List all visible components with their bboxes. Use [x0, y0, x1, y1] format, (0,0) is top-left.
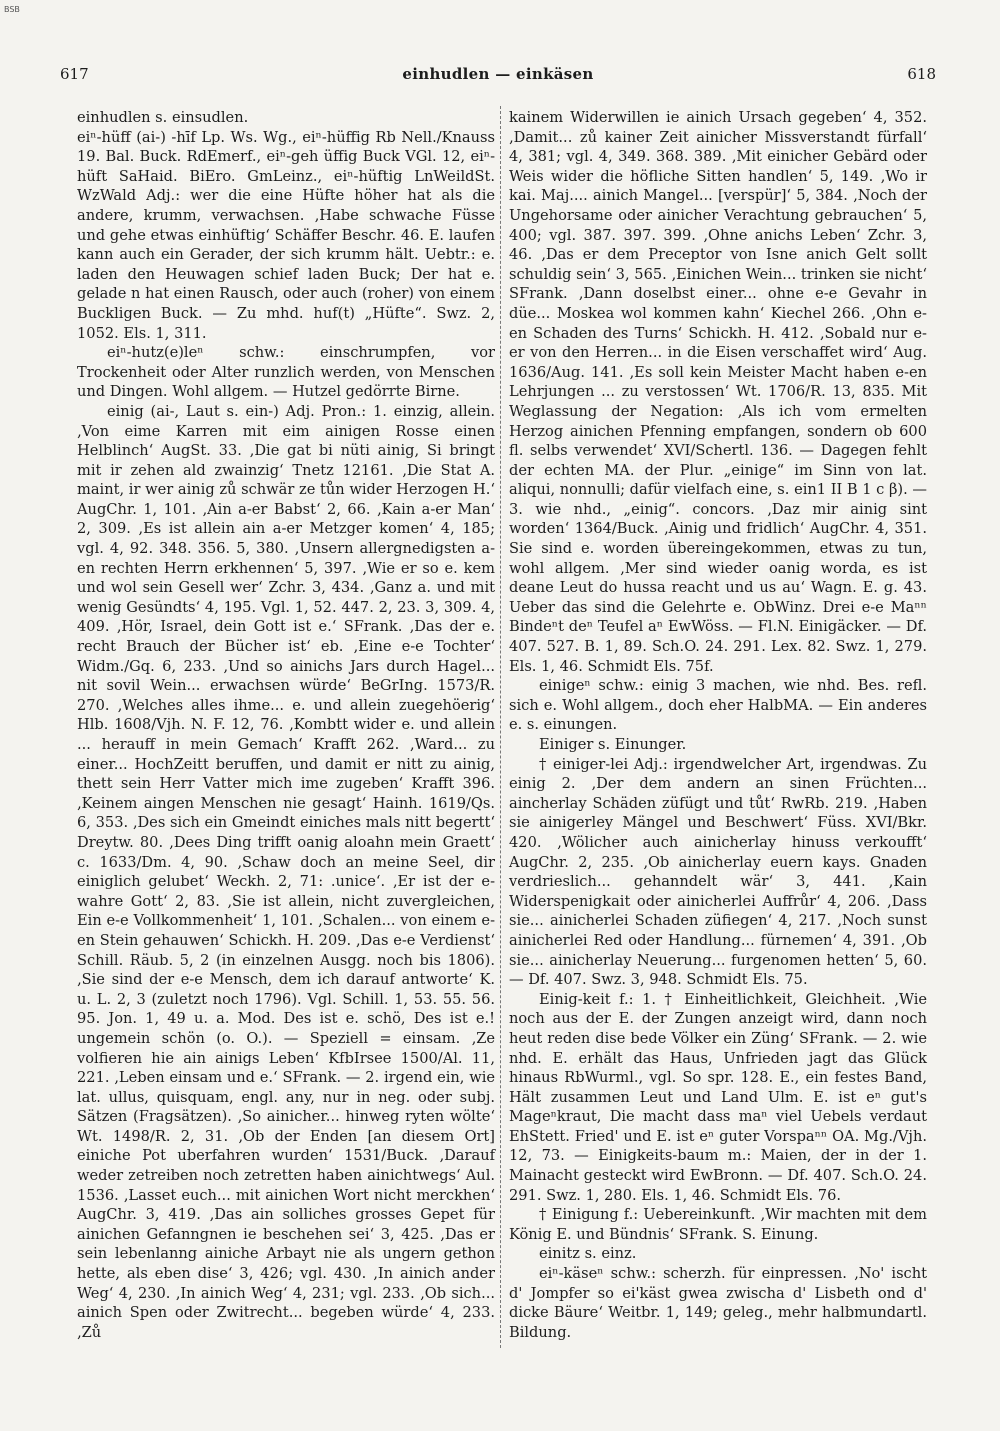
entry-einhudlen: einhudlen s. einsudlen.	[77, 109, 249, 126]
left-column	[77, 108, 495, 1342]
entry-einig: einig (ai-, Laut s. ein-) Adj. Pron.: 1. einzig, allein. ‚Von eime Karren mit eim ainigen Rosse einen Helblinch‘ AugSt. 33. ‚Die gat bi nüti ainig, Si bringt mit ir zehen ald zwainzig‘ Tnetz 12161. ‚Die Stat A. maint, ir wer ainig zů schwär ze tůn wider Herzogen H.‘ AugChr. 1, 101. ‚Ain a-er Babst‘ 2, 66. ‚Kain a-er Man‘ 2, 309. ‚Es ist allein ain a-er Metzger komen‘ 4, 185; vgl. 4, 92. 348. 356. 5, 380. ‚Unsern allergnedigsten a-en rechten Herrn erkhennen‘ 5, 397. ‚Wie er so e. kem und wol sein Gesell wer‘ Zchr. 3, 434. ‚Ganz a. und mit wenig Gesündts‘ 4, 195. Vgl. 1, 52. 447. 2, 23. 3, 309. 4, 409. ‚Hör, Israel, dein Gott ist e.‘ SFrank. ‚Das der e. recht Brauch der Bücher ist‘ eb. ‚Eine e-e Tochter‘ Widm./Gq. 6, 233. ‚Und so ainichs Jars durch Hagel... nit sovil Wein... erwachsen würde‘ BeGrIng. 1573/R. 270. ‚Welches alles ihme... e. und allein zuegehöerig‘ Hlb. 1608/Vjh. N. F. 12, 76. ‚Kombtt wider e. und allein ... herauff in mein Gemach‘ Krafft 262. ‚Ward... zu einer... HochZeitt beruffen, und damit er nitt zu ainig, thett sein Herr Vatter mich ime zugeben‘ Krafft 396. ‚Keinem aingen Menschen nie gesagt‘ Hainh. 1619/Qs. 6, 353. ‚Des sich ein Gmeindt einiches mals nitt begertt‘ Dreytw. 80. ‚Dees Ding trifft oanig aloahn mein Graett‘ c. 1633/Dm. 4, 90. ‚Schaw doch an meine Seel, dir einiglich gelubet‘ Weckh. 2, 71: .unice‘. ‚Er ist der e-wahre Gott‘ 2, 83. ‚Sie ist allein, nicht zuvergleichen, Ein e-e Vollkommenheit‘ 1, 101. ‚Schalen... von einem e-en Stein gehauwen‘ Schickh. H. 209. ‚Das e-e Verdienst‘ Schill. Räub. 5, 2 (in einzelnen Ausgg. noch bis 1806). ‚Sie sind der e-e Mensch, dem ich darauf antworte‘ K. u. L. 2, 3 (zuletzt noch 1796). Vgl. Schill. 1, 53. 55. 56. 95. Jon. 1, 49 u. a. Mod. Des ist e. schö, Des ist e.! ungemein schön (o. O.). — Speziell = einsam. ‚Ze volfieren hie ain ainigs Leben‘ KfbIrsee 1500/Al. 11, 221. ‚Leben einsam und e.‘ SFrank. — 2. irgend ein, wie lat. ullus, quisquam, engl. any, nur in neg. oder subj. Sätzen (Fragsätzen). ‚So ainicher... hinweg ryten wölte‘ Wt. 1498/R. 2, 31. ‚Ob der Enden [an diesem Ort] einiche Pot uberfahren wurden‘ 1531/Buck. ‚Darauf weder zetreiben noch zetretten haben ainichtwegs‘ Aul. 1536. ‚Lasset euch... mit ainichen Wort nicht merckhen‘ AugChr. 3, 419. ‚Das ain solliches grosses Gepet für ainichen Gefanngnen ie beschehen sei‘ 3, 425. ‚Das er sein lebenlanng ainiche Arbayt nie als ungern gethon hette, als eben dise‘ 3, 426; vgl. 430. ‚In ainich ander Weg‘ 4, 230. ‚In ainich Weg‘ 4, 231; vgl. 233. ‚Ob sich... ainich Spen oder Zwitrecht... begeben würde‘ 4, 233. ‚Zů	[77, 402, 495, 1341]
entry-einhuff: eiⁿ-hüff (ai-) -hīf Lp. Ws. Wg., eiⁿ-hüffig Rb Nell./Knauss 19. Bal. Buck. RdEmerf., eiⁿ-geh üffig Buck VGl. 12, eiⁿ-hüft SaHaid. BiEro. GmLeinz., eiⁿ-hüftig LnWeildSt. WzWald Adj.: wer die eine Hüfte höher hat als die andere, krumm, verwachsen. ‚Habe schwache Füsse und gehe etwas einhüftig‘ Schäffer Beschr. 46. E. laufen kann auch ein Gerader, der sich krumm hält. Uebtr.: e. laden den Heuwagen schief laden Buck; Der hat e. gelade n hat einen Rausch, oder auch (roher) von einem Buckligen Buck. — Zu mhd. huf(t) „Hüfte“. Swz. 2, 1052. Els. 1, 311.	[77, 128, 495, 342]
running-header	[60, 65, 936, 89]
page-number-left: 617	[60, 65, 89, 83]
entry-einitz: einitz s. einz.	[539, 1245, 637, 1263]
entry-einigen: einigeⁿ schw.: einig 3 machen, wie nhd. Bes. refl. sich e. Wohl allgem., doch eher HalbMA. — Ein anderes e. s. einungen.	[509, 677, 927, 734]
entry-einiger: Einiger s. Einunger.	[539, 736, 687, 753]
column-divider	[500, 106, 501, 1348]
entry-einhutzeln: eiⁿ-hutz(e)leⁿ schw.: einschrumpfen, vor Trockenheit oder Alter runzlich werden, von Menschen und Dingen. Wohl allgem. — Hutzel gedörrte Birne.	[77, 344, 495, 401]
page-number-right: 618	[907, 65, 936, 83]
library-stamp: BSB	[4, 5, 20, 14]
entry-einig-continued: kainem Widerwillen ie ainich Ursach gegeben‘ 4, 352. ‚Damit... zů kainer Zeit ainicher Missverstandt fürfall‘ 4, 381; vgl. 4, 349. 368. 389. ‚Mit einicher Gebärd oder Weis wider die höfliche Sitten handlen‘ 5, 149. ‚Wo ir kai. Maj.... ainich Mangel... [verspür]‘ 5, 384. ‚Noch der Ungehorsame oder ainicher Verachtung gebrauchen‘ 5, 400; vgl. 387. 397. 399. ‚Ohne anichs Leben‘ Zchr. 3, 46. ‚Das er dem Preceptor von Isne anich Gelt sollt schuldig sein‘ 3, 565. ‚Einichen Wein... trinken sie nicht‘ SFrank. ‚Dann doselbst einer... ohne e-e Gevahr in düe... Moskea wol kommen kahn‘ Kiechel 266. ‚Ohn e-en Schaden des Turns‘ Schickh. H. 412. ‚Sobald nur e-er von den Herren... in die Eisen verschaffet wird‘ Aug. 1636/Aug. 141. ‚Es soll kein Meister Macht haben e-en Lehrjungen ... zu verstossen‘ Wt. 1706/R. 13, 835. Mit Weglassung der Negation: ‚Als ich vom ermelten Herzog ainichen Pfenning empfangen, sondern ob 600 fl. selbs verwendet‘ XVI/Schertl. 136. — Dagegen fehlt der echten MA. der Plur. „einige“ im Sinn von lat. aliqui, nonnulli; dafür vielfach eine, s. ein1 II B 1 c β). — 3. wie nhd., „einig“. concors. ‚Daz mir ainig sint worden‘ 1364/Buck. ‚Ainig und fridlich‘ AugChr. 4, 351. Sie sind e. worden übereingekommen, etwas zu tun, wohl allgem. ‚Mer sind wieder oanig worda, es ist deane Leut do hussa reacht und us au‘ Wagn. E. g. 43. Ueber das sind die Gelehrte e. ObWinz. Drei e-e Maⁿⁿ Bindeⁿt deⁿ Teufel aⁿ EwWöss. — Fl.N. Einigäcker. — Df. 407. 527. B. 1, 89. Sch.O. 24. 291. Lex. 82. Swz. 1, 279. Els. 1, 46. Schmidt Els. 75f.	[509, 109, 927, 675]
entry-einigerlei: † einiger-lei Adj.: irgendwelcher Art, irgendwas. Zu einig 2. ‚Der dem andern an sinen Früchten... aincherlay Schäden züfügt und tůt‘ RwRb. 219. ‚Haben sie ainigerley Mängel und Beschwert‘ Füss. XVI/Bkr. 420. ‚Wölicher auch ainicherlay hinuss verkoufft‘ AugChr. 2, 235. ‚Ob ainicherlay euern kays. Gnaden verdrieslich... gehanndelt wär‘ 3, 441. ‚Kain Widerspenigkait oder ainicherlei Auffrůr‘ 4, 206. ‚Dass sie... ainicherlei Schaden züfiegen‘ 4, 217. ‚Noch sunst ainicherlei Red oder Handlung... fürnemen‘ 4, 391. ‚Ob sie... ainicherlay Neuerung... furgenomen hetten‘ 5, 60. — Df. 407. Swz. 3, 948. Schmidt Els. 75.	[509, 755, 927, 989]
entry-einkasen: eiⁿ-käseⁿ schw.: scherzh. für einpressen. ‚No' ischt d' Jompfer so ei'käst gwea zwischa d' Lisbeth ond d' dicke Bäure‘ Weitbr. 1, 149; geleg., mehr halbmundartl. Bildung.	[509, 1265, 927, 1341]
entry-einigung: † Einigung f.: Uebereinkunft. ‚Wir machten mit dem König E. und Bündnis‘ SFrank. S. Einung.	[509, 1206, 927, 1243]
right-column	[509, 108, 927, 1342]
running-title: einhudlen — einkäsen	[402, 65, 594, 83]
entry-einigkeit: Einig-keit f.: 1. † Einheitlichkeit, Gleichheit. ‚Wie noch aus der E. der Zungen anzeigt wird, dann noch heut reden dise bede Völker ein Züng‘ SFrank. — 2. wie nhd. E. erhält das Haus, Unfrieden jagt das Glück hinaus RbWurml., vgl. So spr. 128. E., ein festes Band, Hält zusammen Leut und Land Ulm. E. ist eⁿ gut's Mageⁿkraut, Die macht dass maⁿ viel Uebels verdaut EhStett. Fried' und E. ist eⁿ guter Vorspaⁿⁿ OA. Mg./Vjh. 12, 73. — Einigkeits-baum m.: Maien, der in der 1. Mainacht gesteckt wird EwBronn. — Df. 407. Sch.O. 24. 291. Swz. 1, 280. Els. 1, 46. Schmidt Els. 76.	[509, 990, 927, 1204]
